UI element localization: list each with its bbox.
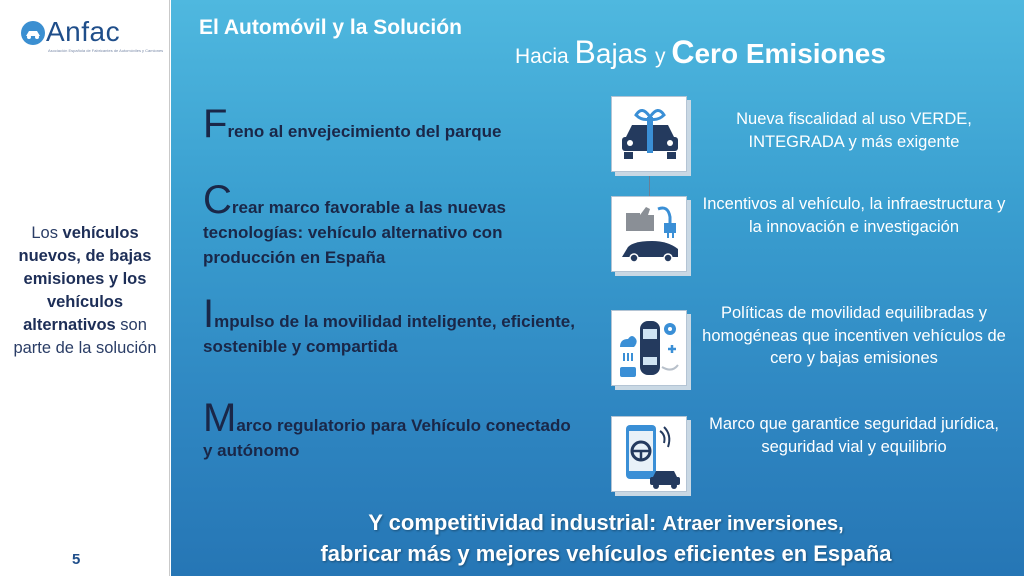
item-initial: C <box>203 178 232 222</box>
connector-line <box>649 172 650 196</box>
slide-title: El Automóvil y la Solución <box>199 16 462 39</box>
sidebar <box>0 0 170 576</box>
slide-subtitle <box>515 34 886 71</box>
statement-part-3: son parte de la solución <box>13 316 157 357</box>
logo-text: Anfac <box>46 16 121 47</box>
subtitle-part: ero Emisiones <box>694 38 886 69</box>
page-number: 5 <box>72 551 81 568</box>
item-impulso <box>203 292 583 359</box>
logo-subtitle: Asociación Española de Fabricantes de Automóviles y Camiones <box>48 48 164 53</box>
right-text-2: Incentivos al vehículo, la infraestructura y la innovación e investigación <box>702 195 1006 236</box>
subtitle-part: C <box>671 34 695 70</box>
right-text-4: Marco que garantice seguridad jurídica, seguridad vial y equilibrio <box>709 415 999 456</box>
bottom-line-2: fabricar más y mejores vehículos eficientes en España <box>320 541 892 566</box>
gift-car-icon <box>611 96 687 172</box>
anfac-logo <box>20 14 164 54</box>
subtitle-part: B <box>574 34 596 70</box>
smartphone-car-icon <box>611 416 687 492</box>
bottom-line-1 <box>211 508 1001 539</box>
plug-car-icon <box>611 196 687 272</box>
item-text: reno al envejecimiento del parque <box>227 122 502 141</box>
item-initial: F <box>203 102 228 146</box>
subtitle-part: Hacia <box>515 45 575 68</box>
right-text-1: Nueva fiscalidad al uso VERDE, INTEGRADA y más exigente <box>736 110 972 151</box>
bottom-line-1b: Atraer inversiones, <box>662 513 844 535</box>
connected-car-icon <box>611 310 687 386</box>
item-text: arco regulatorio para Vehículo conectado y autónomo <box>203 416 571 460</box>
logo-circle-icon <box>20 20 46 46</box>
subtitle-part: ajas <box>595 38 656 69</box>
item-initial: M <box>203 396 237 440</box>
subtitle-part: y <box>655 45 672 68</box>
sidebar-statement <box>10 222 160 360</box>
statement-part-1: Los <box>31 224 63 242</box>
item-initial: I <box>203 292 215 336</box>
item-crear <box>203 178 583 270</box>
main-panel <box>171 0 1024 576</box>
statement-part-2: vehículos nuevos, de bajas emisiones y los vehículos alternativos <box>18 224 152 334</box>
item-text: mpulso de la movilidad inteligente, eficiente, sostenible y compartida <box>203 312 575 356</box>
item-freno <box>203 102 583 146</box>
item-text: rear marco favorable a las nuevas tecnologías: vehículo alternativo con producción en España <box>203 198 506 267</box>
bottom-line-1a: Y competitividad industrial: <box>368 510 663 535</box>
right-text-3: Políticas de movilidad equilibradas y homogéneas que incentiven vehículos de cero y bajas emisiones <box>702 304 1006 367</box>
bottom-statement <box>211 508 1001 568</box>
item-marco <box>203 396 583 463</box>
